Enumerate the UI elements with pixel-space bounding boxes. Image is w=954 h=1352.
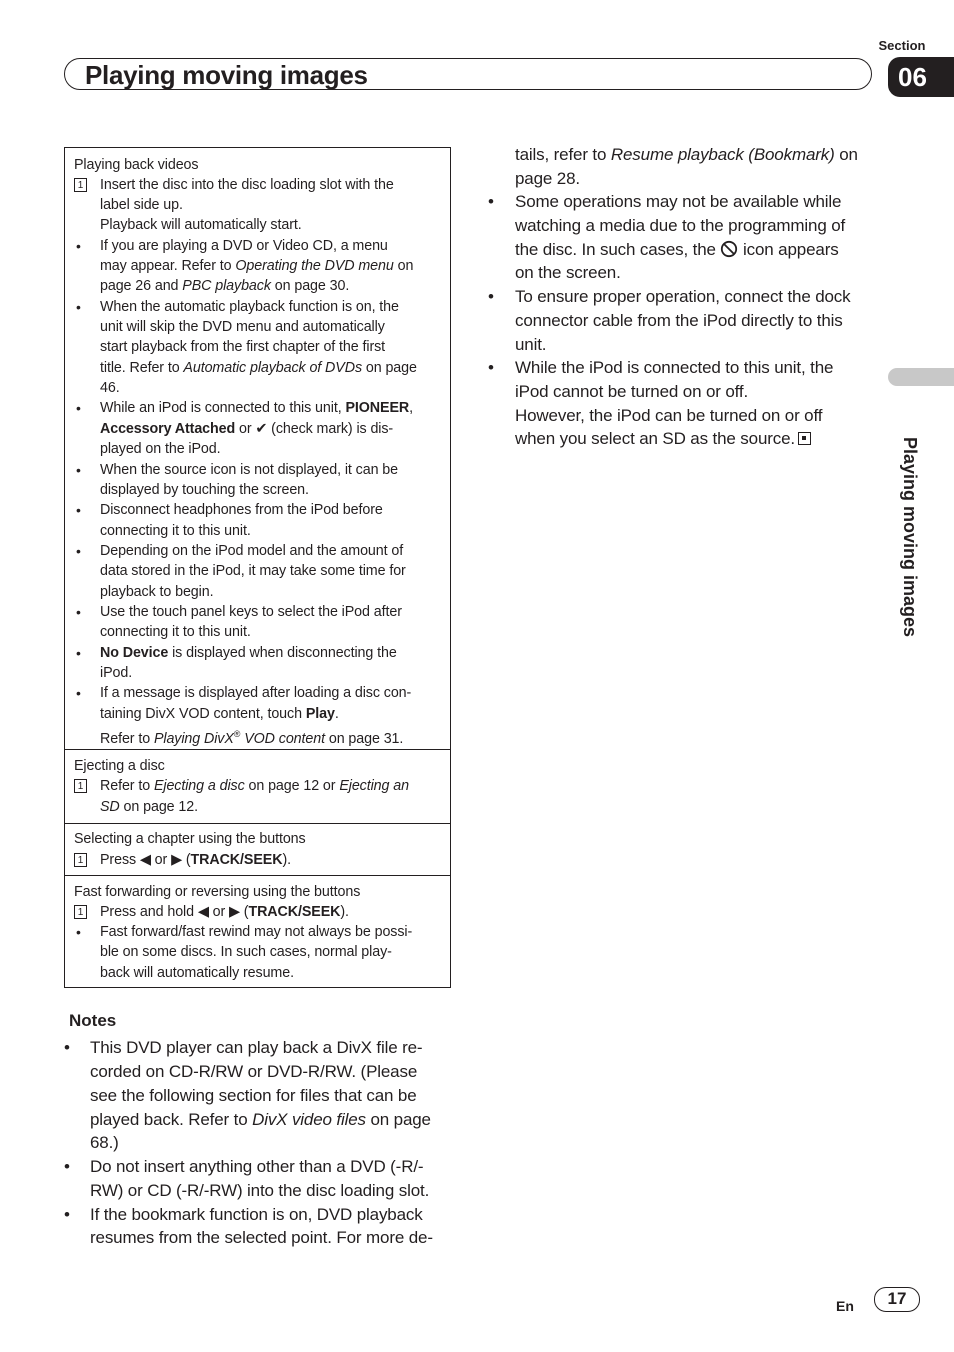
note-text: watching a media due to the programming of [515, 216, 846, 235]
button-term: TRACK/SEEK [190, 852, 283, 868]
prohibited-icon [720, 240, 738, 258]
bullet: • [488, 287, 494, 306]
cross-reference: Operating the DVD menu [235, 258, 394, 274]
step-number: 1 [74, 853, 87, 867]
bullet: • [76, 604, 81, 620]
text-run: tails, refer to [515, 145, 611, 164]
bullet: • [64, 1157, 70, 1176]
text-run: the disc. In such cases, the [515, 240, 721, 259]
bullet-text: Disconnect headphones from the iPod before [100, 502, 383, 518]
bullet-text: connecting it to this unit. [100, 523, 251, 539]
step-number: 1 [74, 779, 87, 793]
note-text: This DVD player can play back a DivX file re- [90, 1038, 423, 1057]
text-run: icon appears [738, 240, 839, 259]
bullet-text [100, 643, 397, 663]
bullet-text [100, 704, 339, 724]
bullet-text: displayed by touching the screen. [100, 482, 309, 498]
bullet: • [76, 685, 81, 701]
text-run: on page 12 or [244, 778, 340, 794]
step-text [100, 902, 349, 922]
page-number: 17 [874, 1287, 920, 1312]
bullet-text [100, 724, 403, 749]
bullet: • [76, 462, 81, 478]
bullet-text: Depending on the iPod model and the amount of [100, 543, 404, 559]
note-text [515, 427, 811, 451]
bullet-text: connecting it to this unit. [100, 624, 251, 640]
bullet-text: When the source icon is not displayed, it can be [100, 462, 398, 478]
bullet-text: Use the touch panel keys to select the iPod after [100, 604, 402, 620]
section-heading: Selecting a chapter using the buttons [74, 831, 306, 847]
step-number: 1 [74, 178, 87, 192]
bullet: • [64, 1038, 70, 1057]
step-text: label side up. [100, 197, 183, 213]
ui-term: No Device [100, 645, 169, 661]
bullet: • [64, 1205, 70, 1224]
section-heading: Ejecting a disc [74, 758, 165, 774]
text-run: . [334, 706, 339, 722]
instruction-box [64, 147, 451, 988]
title-bar [64, 58, 872, 90]
note-text: connector cable from the iPod directly to this [515, 311, 843, 330]
ui-term: Accessory Attached [100, 421, 236, 437]
note-text [90, 1108, 431, 1132]
text-run: on page 12. [119, 799, 198, 815]
cross-reference: DivX video files [252, 1110, 366, 1129]
text-run: or [235, 421, 256, 437]
bullet-text [100, 419, 393, 439]
text-run: Press and hold ◀ or ▶ ( [100, 904, 249, 920]
ejecting-section [65, 749, 450, 823]
bullet-text: iPod. [100, 665, 133, 681]
note-text: RW) or CD (-R/-RW) into the disc loading slot. [90, 1181, 430, 1200]
cross-reference: Automatic playback of DVDs [183, 360, 362, 376]
text-run: played back. Refer to [90, 1110, 253, 1129]
bullet-text: played on the iPod. [100, 441, 221, 457]
side-tab-title: Playing moving images [900, 437, 920, 638]
step-text [100, 776, 409, 796]
bullet-text: unit will skip the DVD menu and automatically [100, 319, 385, 335]
cross-reference: Ejecting an [339, 778, 409, 794]
bullet-text: start playback from the first chapter of the first [100, 339, 386, 355]
bullet: • [488, 358, 494, 377]
cross-reference: Playing DivX [153, 730, 234, 747]
bullet-text [100, 256, 413, 276]
bullet-text [100, 358, 417, 378]
fast-forward-section [65, 875, 450, 987]
bullet-text: If a message is displayed after loading a disc con- [100, 685, 412, 701]
section-number-badge: 06 [888, 57, 954, 97]
note-text: While the iPod is connected to this unit, the [515, 358, 834, 377]
cross-reference: VOD content [240, 730, 325, 747]
bullet: • [76, 924, 81, 940]
step-text: Insert the disc into the disc loading slot with the [100, 177, 394, 193]
bullet-text: If you are playing a DVD or Video CD, a menu [100, 238, 388, 254]
step-number: 1 [74, 905, 87, 919]
text-run: when you select an SD as the source. [515, 429, 795, 448]
bullet-text: When the automatic playback function is on, the [100, 299, 399, 315]
note-text: 68.) [90, 1133, 119, 1152]
bullet-text: ble on some discs. In such cases, normal play- [100, 944, 392, 960]
registered-mark: ® [233, 729, 241, 739]
bullet: • [488, 192, 494, 211]
section-heading: Fast forwarding or reversing using the buttons [74, 884, 361, 900]
bullet-text: 46. [100, 380, 120, 396]
note-text: resumes from the selected point. For more de- [90, 1228, 433, 1247]
page-title: Playing moving images [85, 60, 368, 90]
text-run: (check mark) is dis- [267, 421, 394, 437]
note-text: see the following section for files that can be [90, 1086, 417, 1105]
section-heading: Playing back videos [74, 157, 199, 173]
text-run: may appear. Refer to [100, 258, 236, 274]
bullet: • [76, 238, 81, 254]
note-text: iPod cannot be turned on or off. [515, 382, 749, 401]
button-term: TRACK/SEEK [248, 904, 341, 920]
bullet: • [76, 645, 81, 661]
note-text [515, 143, 858, 167]
cross-reference: Ejecting a disc [153, 778, 245, 794]
text-run: on [393, 258, 414, 274]
step-text [100, 797, 198, 817]
text-run: on page 30. [270, 278, 350, 294]
cross-reference: PBC playback [182, 278, 271, 294]
text-run: Press ◀ or ▶ ( [100, 852, 191, 868]
text-run: While an iPod is connected to this unit, [100, 400, 346, 416]
cross-reference: SD [100, 799, 120, 815]
text-run: ). [282, 852, 291, 868]
text-run: taining DivX VOD content, touch [100, 706, 306, 722]
check-mark-icon: ✔ [255, 421, 268, 437]
section-label: Section [878, 38, 926, 53]
bullet: • [76, 299, 81, 315]
bullet-text [100, 398, 413, 418]
note-text: corded on CD-R/RW or DVD-R/RW. (Please [90, 1062, 418, 1081]
bullet-text: playback to begin. [100, 584, 214, 600]
step-text [100, 850, 291, 870]
bullet-text [100, 276, 349, 296]
step-text: Playback will automatically start. [100, 217, 302, 233]
note-text: unit. [515, 335, 547, 354]
text-run: is displayed when disconnecting the [168, 645, 397, 661]
note-text: However, the iPod can be turned on or off [515, 406, 823, 425]
text-run: Refer to [100, 778, 154, 794]
text-run: title. Refer to [100, 360, 184, 376]
note-text: page 28. [515, 169, 580, 188]
note-text: on the screen. [515, 263, 621, 282]
ui-term: PIONEER [345, 400, 410, 416]
text-run: on page [362, 360, 417, 376]
notes-heading: Notes [69, 1011, 117, 1030]
bullet: • [76, 543, 81, 559]
bullet: • [76, 400, 81, 416]
note-text [515, 238, 839, 262]
text-run: , [409, 400, 413, 416]
language-label: En [836, 1298, 854, 1314]
note-text: Do not insert anything other than a DVD (-R/- [90, 1157, 424, 1176]
ui-term: Play [305, 706, 335, 722]
bullet-text: data stored in the iPod, it may take some time for [100, 563, 406, 579]
text-run: ). [340, 904, 349, 920]
text-run: on [834, 145, 858, 164]
note-text: To ensure proper operation, connect the dock [515, 287, 851, 306]
bullet: • [76, 502, 81, 518]
playing-back-section [65, 148, 450, 749]
bullet-text: Fast forward/fast rewind may not always be possi- [100, 924, 413, 940]
note-text: Some operations may not be available while [515, 192, 842, 211]
text-run: Refer to [100, 730, 154, 747]
text-run: on page 31. [324, 730, 404, 747]
bullet-text: back will automatically resume. [100, 965, 294, 981]
chapter-section [65, 823, 450, 875]
side-tab-marker [888, 368, 954, 386]
text-run: page 26 and [100, 278, 183, 294]
text-run: on page [365, 1110, 431, 1129]
end-of-section-icon [798, 432, 811, 445]
cross-reference: Resume playback (Bookmark) [610, 145, 835, 164]
note-text: If the bookmark function is on, DVD playback [90, 1205, 423, 1224]
